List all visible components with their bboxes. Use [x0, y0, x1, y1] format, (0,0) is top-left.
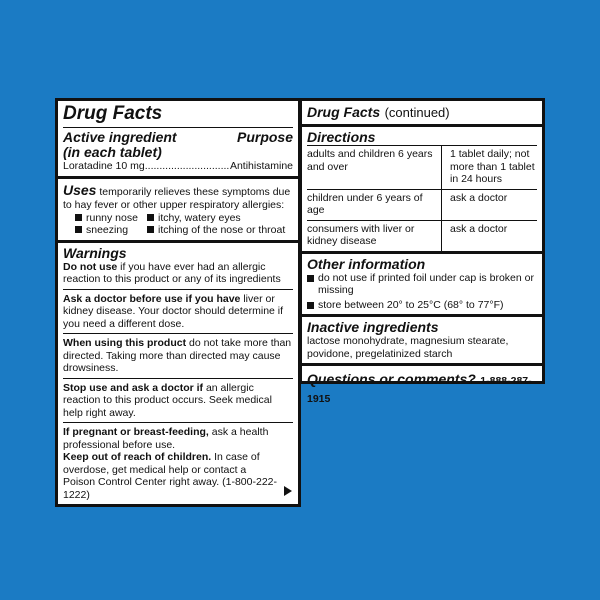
table-cell: 1 tablet daily; not more than 1 tablet in 24 hours	[442, 146, 538, 190]
table-cell: consumers with liver or kidney disease	[307, 220, 442, 251]
do-not-use-warning: Do not use if you have ever had an allergic reaction to this product or any of its ingredients	[63, 260, 281, 285]
bullet-icon	[147, 226, 154, 233]
table-cell: adults and children 6 years and over	[307, 146, 442, 190]
directions-section	[302, 127, 542, 254]
bullet-icon	[75, 226, 82, 233]
table-row	[307, 220, 537, 251]
active-ingredient-subheading: (in each tablet)	[63, 144, 162, 160]
ingredient-name: Loratadine 10 mg	[63, 160, 145, 172]
questions-phone: 1-888-287-1915	[307, 375, 532, 405]
bullet-icon	[75, 214, 82, 221]
list-item: do not use if printed foil under cap is broken or missing	[307, 272, 537, 297]
keep-out-of-reach-warning: Keep out of reach of children. In case of overdose, get medical help or contact a Poison Control Center right away. (1-800-222-1222)	[63, 451, 277, 501]
list-item: runny nose	[75, 212, 147, 225]
warnings-heading: Warnings	[63, 244, 127, 261]
drug-facts-header-section	[58, 101, 298, 179]
list-item: itching of the nose or throat	[147, 224, 293, 237]
pregnant-warning: If pregnant or breast-feeding, ask a health professional before use.	[63, 422, 293, 451]
uses-list	[75, 212, 293, 237]
uses-text: temporarily relieves these symptoms due to hay fever or other upper respiratory allergies:	[63, 186, 291, 211]
drug-facts-title: Drug Facts	[63, 103, 163, 124]
stop-use-warning: Stop use and ask a doctor if an allergic reaction to this product occurs. Seek medical help right away.	[63, 378, 293, 420]
active-ingredient-heading: Active ingredient	[63, 129, 177, 145]
bullet-icon	[307, 302, 314, 309]
purpose-heading: Purpose	[236, 129, 293, 145]
continue-arrow-icon	[284, 486, 292, 496]
list-item: store between 20° to 25°C (68° to 77°F)	[307, 299, 537, 312]
uses-section	[58, 179, 298, 243]
drug-facts-panel	[55, 98, 301, 507]
other-information-section	[302, 254, 542, 318]
inactive-ingredients-section	[302, 317, 542, 366]
directions-table	[307, 145, 537, 251]
table-cell: children under 6 years of age	[307, 189, 442, 220]
table-cell: ask a doctor	[442, 189, 538, 220]
when-using-warning: When using this product do not take more than directed. Taking more than directed may cause drowsiness.	[63, 333, 293, 375]
list-item: itchy, watery eyes	[147, 212, 293, 225]
inactive-ingredients-text: lactose monohydrate, magnesium stearate, povidone, pregelatinized starch	[307, 335, 509, 360]
ask-doctor-warning: Ask a doctor before use if you have liver or kidney disease. Your doctor should determine if you need a different dose.	[63, 289, 293, 331]
directions-heading: Directions	[307, 129, 376, 145]
table-row	[307, 146, 537, 190]
uses-heading: Uses	[63, 182, 97, 198]
bullet-icon	[307, 275, 314, 282]
inactive-ingredients-heading: Inactive ingredients	[307, 319, 439, 335]
questions-section	[302, 366, 542, 410]
drug-facts-continued-panel	[299, 98, 545, 405]
ingredient-purpose: Antihistamine	[229, 160, 293, 172]
other-information-heading: Other information	[307, 255, 426, 272]
questions-heading: Questions or comments?	[307, 371, 476, 387]
continued-title: Drug Facts	[307, 104, 381, 120]
table-row	[307, 189, 537, 220]
warnings-section	[58, 243, 298, 505]
list-item: sneezing	[75, 224, 147, 237]
bullet-icon	[147, 214, 154, 221]
table-cell: ask a doctor	[442, 220, 538, 251]
divider	[63, 127, 293, 128]
drug-facts-continued-header	[302, 101, 542, 127]
continued-label: (continued)	[384, 105, 450, 120]
active-ingredient-line	[63, 160, 293, 173]
